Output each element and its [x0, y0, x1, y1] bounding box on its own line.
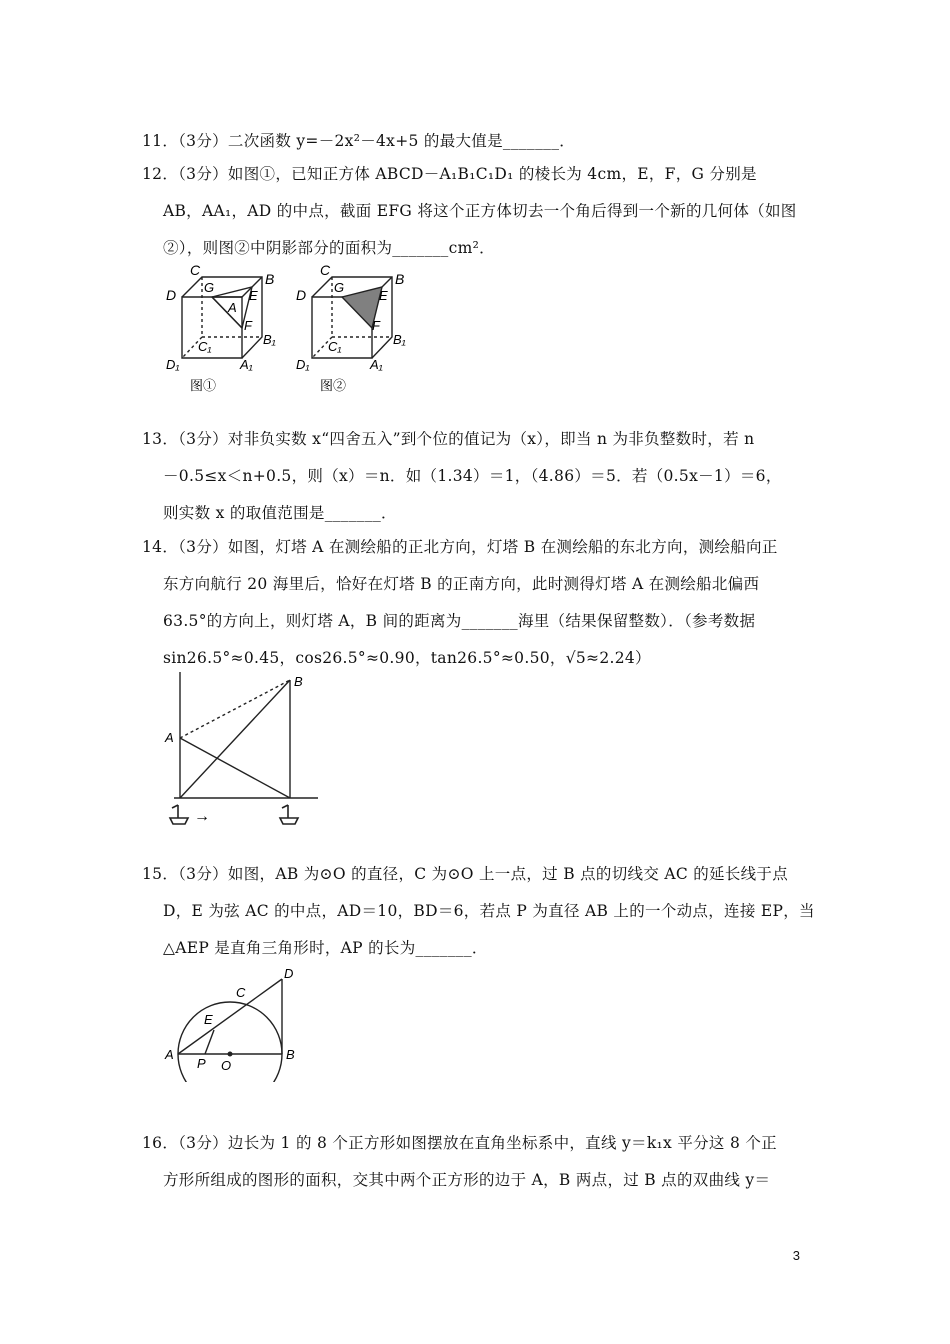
f2-label-D: D: [296, 287, 307, 303]
f1-label-D1: D₁: [166, 357, 180, 372]
p13-line-2: －0.5≤x＜n+0.5，则（x）＝n．如（1.34）＝1，（4.86）＝5．若（0.5x－1）＝6，: [163, 467, 782, 485]
f2-label-E: E: [379, 288, 388, 303]
f2-label-G: G: [334, 280, 345, 295]
fig15-label-O: O: [221, 1058, 232, 1073]
f1-label-B: B: [265, 271, 275, 287]
f2-label-A1: A₁: [370, 357, 383, 372]
p14-line-1: 14．（3分）如图，灯塔 A 在测绘船的正北方向，灯塔 B 在测绘船的东北方向，测绘船向正: [142, 538, 778, 556]
circle-figure: [160, 962, 310, 1082]
p14-line-3: 63.5°的方向上，则灯塔 A，B 间的距离为_______海里（结果保留整数）．（参考数据: [163, 612, 756, 630]
p12-line-2: AB，AA₁，AD 的中点，截面 EFG 将这个正方体切去一个角后得到一个新的几何体（如图: [163, 202, 797, 220]
p15-line-3: △AEP 是直角三角形时，AP 的长为_______．: [163, 939, 488, 957]
fig14-arrow: →: [194, 808, 210, 825]
center-dot: [228, 1052, 233, 1057]
f2-label-B1: B₁: [393, 332, 406, 347]
p16-line-1: 16．（3分）边长为 1 的 8 个正方形如图摆放在直角坐标系中，直线 y＝k₁x 平分这 8 个正: [142, 1134, 777, 1152]
ship-icon-2: [280, 805, 298, 824]
fig15-label-C: C: [236, 985, 246, 1000]
f1-label-A: A: [228, 300, 237, 315]
ship-icon-1: [170, 805, 188, 824]
p14-line-4: sin26.5°≈0.45，cos26.5°≈0.90，tan26.5°≈0.50，√5≈2.24）: [163, 649, 651, 667]
fig15-label-D: D: [284, 966, 294, 981]
f1-label-B1: B₁: [263, 332, 276, 347]
f1-label-F: F: [244, 318, 252, 333]
p12-line-3: ②），则图②中阴影部分的面积为_______cm²．: [163, 239, 495, 257]
f1-label-C: C: [190, 262, 201, 278]
f1-label-A1: A₁: [240, 357, 253, 372]
f2-label-B: B: [395, 271, 405, 287]
p16-line-2: 方形所组成的图形的面积，交其中两个正方形的边于 A，B 两点，过 B 点的双曲线 y＝: [163, 1171, 771, 1189]
fig15-label-B: B: [286, 1047, 295, 1062]
fig15-label-E: E: [204, 1012, 213, 1027]
f2-caption: 图②: [320, 378, 347, 393]
fig15-label-A: A: [165, 1047, 174, 1062]
f1-label-G: G: [204, 280, 215, 295]
f1-caption: 图①: [190, 378, 217, 393]
fig14-label-B: B: [294, 674, 303, 689]
f2-label-C: C: [320, 262, 331, 278]
fig15-label-P: P: [197, 1056, 206, 1071]
lighthouse-figure: [160, 672, 325, 832]
p12-line-1: 12．（3分）如图①，已知正方体 ABCD－A₁B₁C₁D₁ 的棱长为 4cm，E，F，G 分别是: [142, 165, 757, 183]
fig14-label-A: A: [165, 730, 174, 745]
f2-label-C1: C₁: [328, 339, 342, 354]
f2-label-D1: D₁: [296, 357, 310, 372]
p13-line-1: 13．（3分）对非负实数 x“四舍五入”到个位的值记为（x），即当 n 为非负整数时，若 n: [142, 430, 755, 448]
cube-figures: [160, 262, 430, 397]
p15-line-2: D，E 为弦 AC 的中点，AD＝10，BD＝6，若点 P 为直径 AB 上的一个动点，连接 EP，当: [163, 902, 815, 920]
f1-label-E: E: [249, 288, 258, 303]
f1-label-C1: C₁: [198, 339, 212, 354]
p14-line-2: 东方向航行 20 海里后，恰好在灯塔 B 的正南方向，此时测得灯塔 A 在测绘船北偏西: [163, 575, 760, 593]
f1-label-D: D: [166, 287, 177, 303]
p15-line-1: 15．（3分）如图，AB 为⊙O 的直径，C 为⊙O 上一点，过 B 点的切线交 AC 的延长线于点: [142, 865, 789, 883]
f2-label-F: F: [372, 318, 380, 333]
p13-line-3: 则实数 x 的取值范围是_______．: [163, 504, 397, 522]
page-number: 3: [792, 1248, 800, 1263]
p11-line-1: 11．（3分）二次函数 y=－2x²－4x+5 的最大值是_______．: [142, 132, 576, 150]
